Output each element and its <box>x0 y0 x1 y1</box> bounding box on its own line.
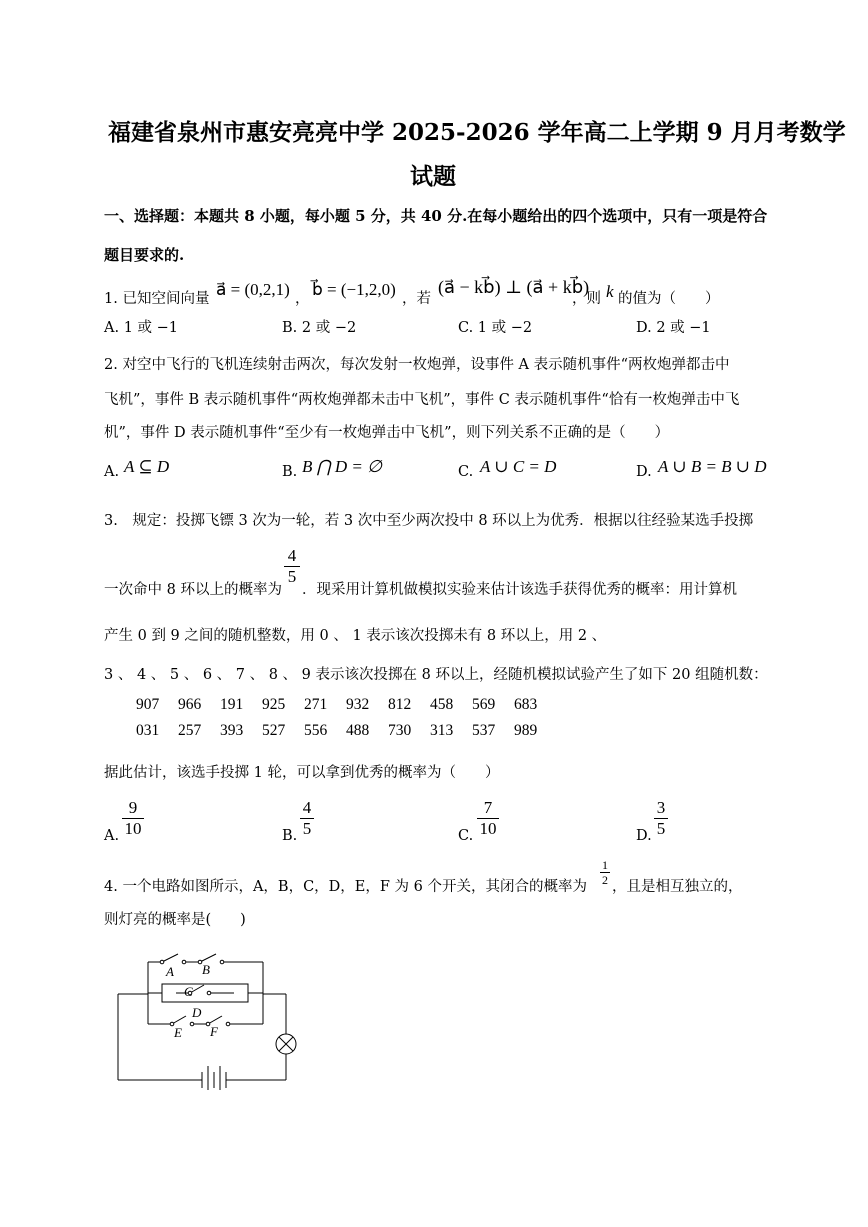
q1-stem-start: 1. 已知空间向量 <box>104 291 210 307</box>
q2-option-a-label: A. <box>104 464 120 480</box>
q2-option-d: A ∪ B = B ∪ D <box>658 457 767 476</box>
random-number: 458 <box>430 696 454 713</box>
q2-option-c: A ∪ C = D <box>480 457 557 476</box>
random-number: 907 <box>136 696 160 713</box>
q2-option-a: A ⊆ D <box>124 457 170 476</box>
q1-option-a: A. 1 或 −1 <box>104 320 179 336</box>
q3-option-d-label: D. <box>636 828 652 844</box>
q2-option-b-label: B. <box>282 464 298 480</box>
fraction-numerator: 4 <box>302 798 312 817</box>
q1-vector-a: a⃗ = (0,2,1) <box>216 280 290 299</box>
switch-label-c: C <box>184 984 193 999</box>
q1-condition: (a⃗ − kb⃗) ⊥ (a⃗ + kb⃗) <box>438 277 590 297</box>
fraction-denominator: 10 <box>479 819 497 838</box>
random-number: 527 <box>262 722 286 739</box>
q1-k: k <box>606 282 614 301</box>
random-number: 683 <box>514 696 538 713</box>
q4-stem-line1a: 4. 一个电路如图所示，A，B，C，D，E，F 为 6 个开关，其闭合的概率为 <box>104 879 587 895</box>
q2-option-c-label: C. <box>458 464 474 480</box>
q3-stem-line4: 3 、 4 、 5 、 6 、 7 、 8 、 9 表示该次投掷在 8 环以上，经随机模拟试验产生了如下 20 组随机数： <box>104 667 768 683</box>
q1-comma: ， <box>295 291 310 307</box>
switch-label-e: E <box>174 1025 182 1040</box>
q1-option-b: B. 2 或 −2 <box>282 320 357 336</box>
switch-label-b: B <box>202 962 210 977</box>
random-number: 488 <box>346 722 370 739</box>
random-number: 313 <box>430 722 454 739</box>
page-title-line2: 试题 <box>410 163 456 190</box>
random-number: 556 <box>304 722 328 739</box>
fraction-denominator: 10 <box>124 819 142 838</box>
q1-stem-end: 的值为（ ） <box>618 291 720 307</box>
q3-stem-line2b: ．现采用计算机做模拟实验来估计该选手获得优秀的概率：用计算机 <box>302 582 737 598</box>
section-heading-line1: 一、选择题：本题共 8 小题，每小题 5 分，共 40 分.在每小题给出的四个选项中，只有一项是符合 <box>104 207 768 225</box>
random-number: 812 <box>388 696 412 713</box>
fraction-numerator: 7 <box>483 798 493 817</box>
random-number: 932 <box>346 696 370 713</box>
page-title-line1: 福建省泉州市惠安亮亮中学 2025-2026 学年高二上学期 9 月月考数学 <box>108 119 846 146</box>
q3-fraction-denominator: 5 <box>287 567 297 586</box>
q3-random-row-1 <box>136 694 556 714</box>
q3-option-c-label: C. <box>458 828 474 844</box>
section-heading-line2: 题目要求的. <box>104 246 185 264</box>
random-number: 031 <box>136 722 160 739</box>
fraction-denominator: 5 <box>656 819 666 838</box>
q3-option-b-fraction <box>300 798 314 839</box>
q3-stem-line2a: 一次命中 8 环以上的概率为 <box>104 582 282 598</box>
q3-question: 据此估计，该选手投掷 1 轮，可以拿到优秀的概率为（ ） <box>104 765 500 781</box>
q2-stem-line2: 飞机”，事件 B 表示随机事件“两枚炮弹都未击中飞机”，事件 C 表示随机事件“恰有一枚炮弹击中飞 <box>104 392 740 408</box>
q3-fraction-numerator: 4 <box>287 546 297 565</box>
random-number: 191 <box>220 696 244 713</box>
q2-stem-line3: 机”，事件 D 表示随机事件“至少有一枚炮弹击中飞机”，则下列关系不正确的是（ ） <box>104 425 670 441</box>
q3-option-c-fraction <box>477 798 499 839</box>
q4-fraction <box>600 858 610 887</box>
q1-stem-then: ，则 <box>572 291 601 307</box>
q3-fraction <box>284 546 300 587</box>
q3-option-b-label: B. <box>282 828 298 844</box>
fraction-numerator: 3 <box>656 798 666 817</box>
random-number: 925 <box>262 696 286 713</box>
random-number: 989 <box>514 722 538 739</box>
switch-label-a: A <box>166 964 174 979</box>
q1-vector-b: b⃗ = (−1,2,0) <box>312 280 396 299</box>
q2-option-d-label: D. <box>636 464 652 480</box>
q3-stem-line1: 3. 规定：投掷飞镖 3 次为一轮，若 3 次中至少两次投中 8 环以上为优秀．根据以往经验某选手投掷 <box>104 513 754 529</box>
q4-stem-line2: 则灯亮的概率是( ) <box>104 912 246 928</box>
q1-option-c: C. 1 或 −2 <box>458 320 533 336</box>
random-number: 393 <box>220 722 244 739</box>
switch-label-f: F <box>210 1024 218 1039</box>
q1-option-d: D. 2 或 −1 <box>636 320 711 336</box>
switch-label-d: D <box>192 1005 202 1020</box>
fraction-numerator: 9 <box>128 798 138 817</box>
random-number: 537 <box>472 722 496 739</box>
q3-option-a-label: A. <box>104 828 120 844</box>
random-number: 257 <box>178 722 202 739</box>
q3-option-a-fraction <box>122 798 144 839</box>
random-number: 569 <box>472 696 496 713</box>
q3-option-d-fraction <box>654 798 668 839</box>
fraction-denominator: 2 <box>602 873 608 887</box>
q3-stem-line3: 产生 0 到 9 之间的随机整数，用 0 、 1 表示该次投掷未有 8 环以上，用 2 、 <box>104 628 607 644</box>
q4-stem-line1b: ，且是相互独立的， <box>612 879 743 895</box>
random-number: 730 <box>388 722 412 739</box>
q2-stem-line1: 2. 对空中飞行的飞机连续射击两次，每次发射一枚炮弹，设事件 A 表示随机事件“两枚炮弹都击中 <box>104 357 730 373</box>
fraction-numerator: 1 <box>602 858 608 872</box>
random-number: 966 <box>178 696 202 713</box>
random-number: 271 <box>304 696 328 713</box>
circuit-diagram <box>110 950 310 1090</box>
q1-stem-if: ，若 <box>402 291 431 307</box>
fraction-denominator: 5 <box>302 819 312 838</box>
q3-random-row-2 <box>136 720 556 740</box>
q2-option-b: B ⋂ D = ∅ <box>302 457 382 476</box>
